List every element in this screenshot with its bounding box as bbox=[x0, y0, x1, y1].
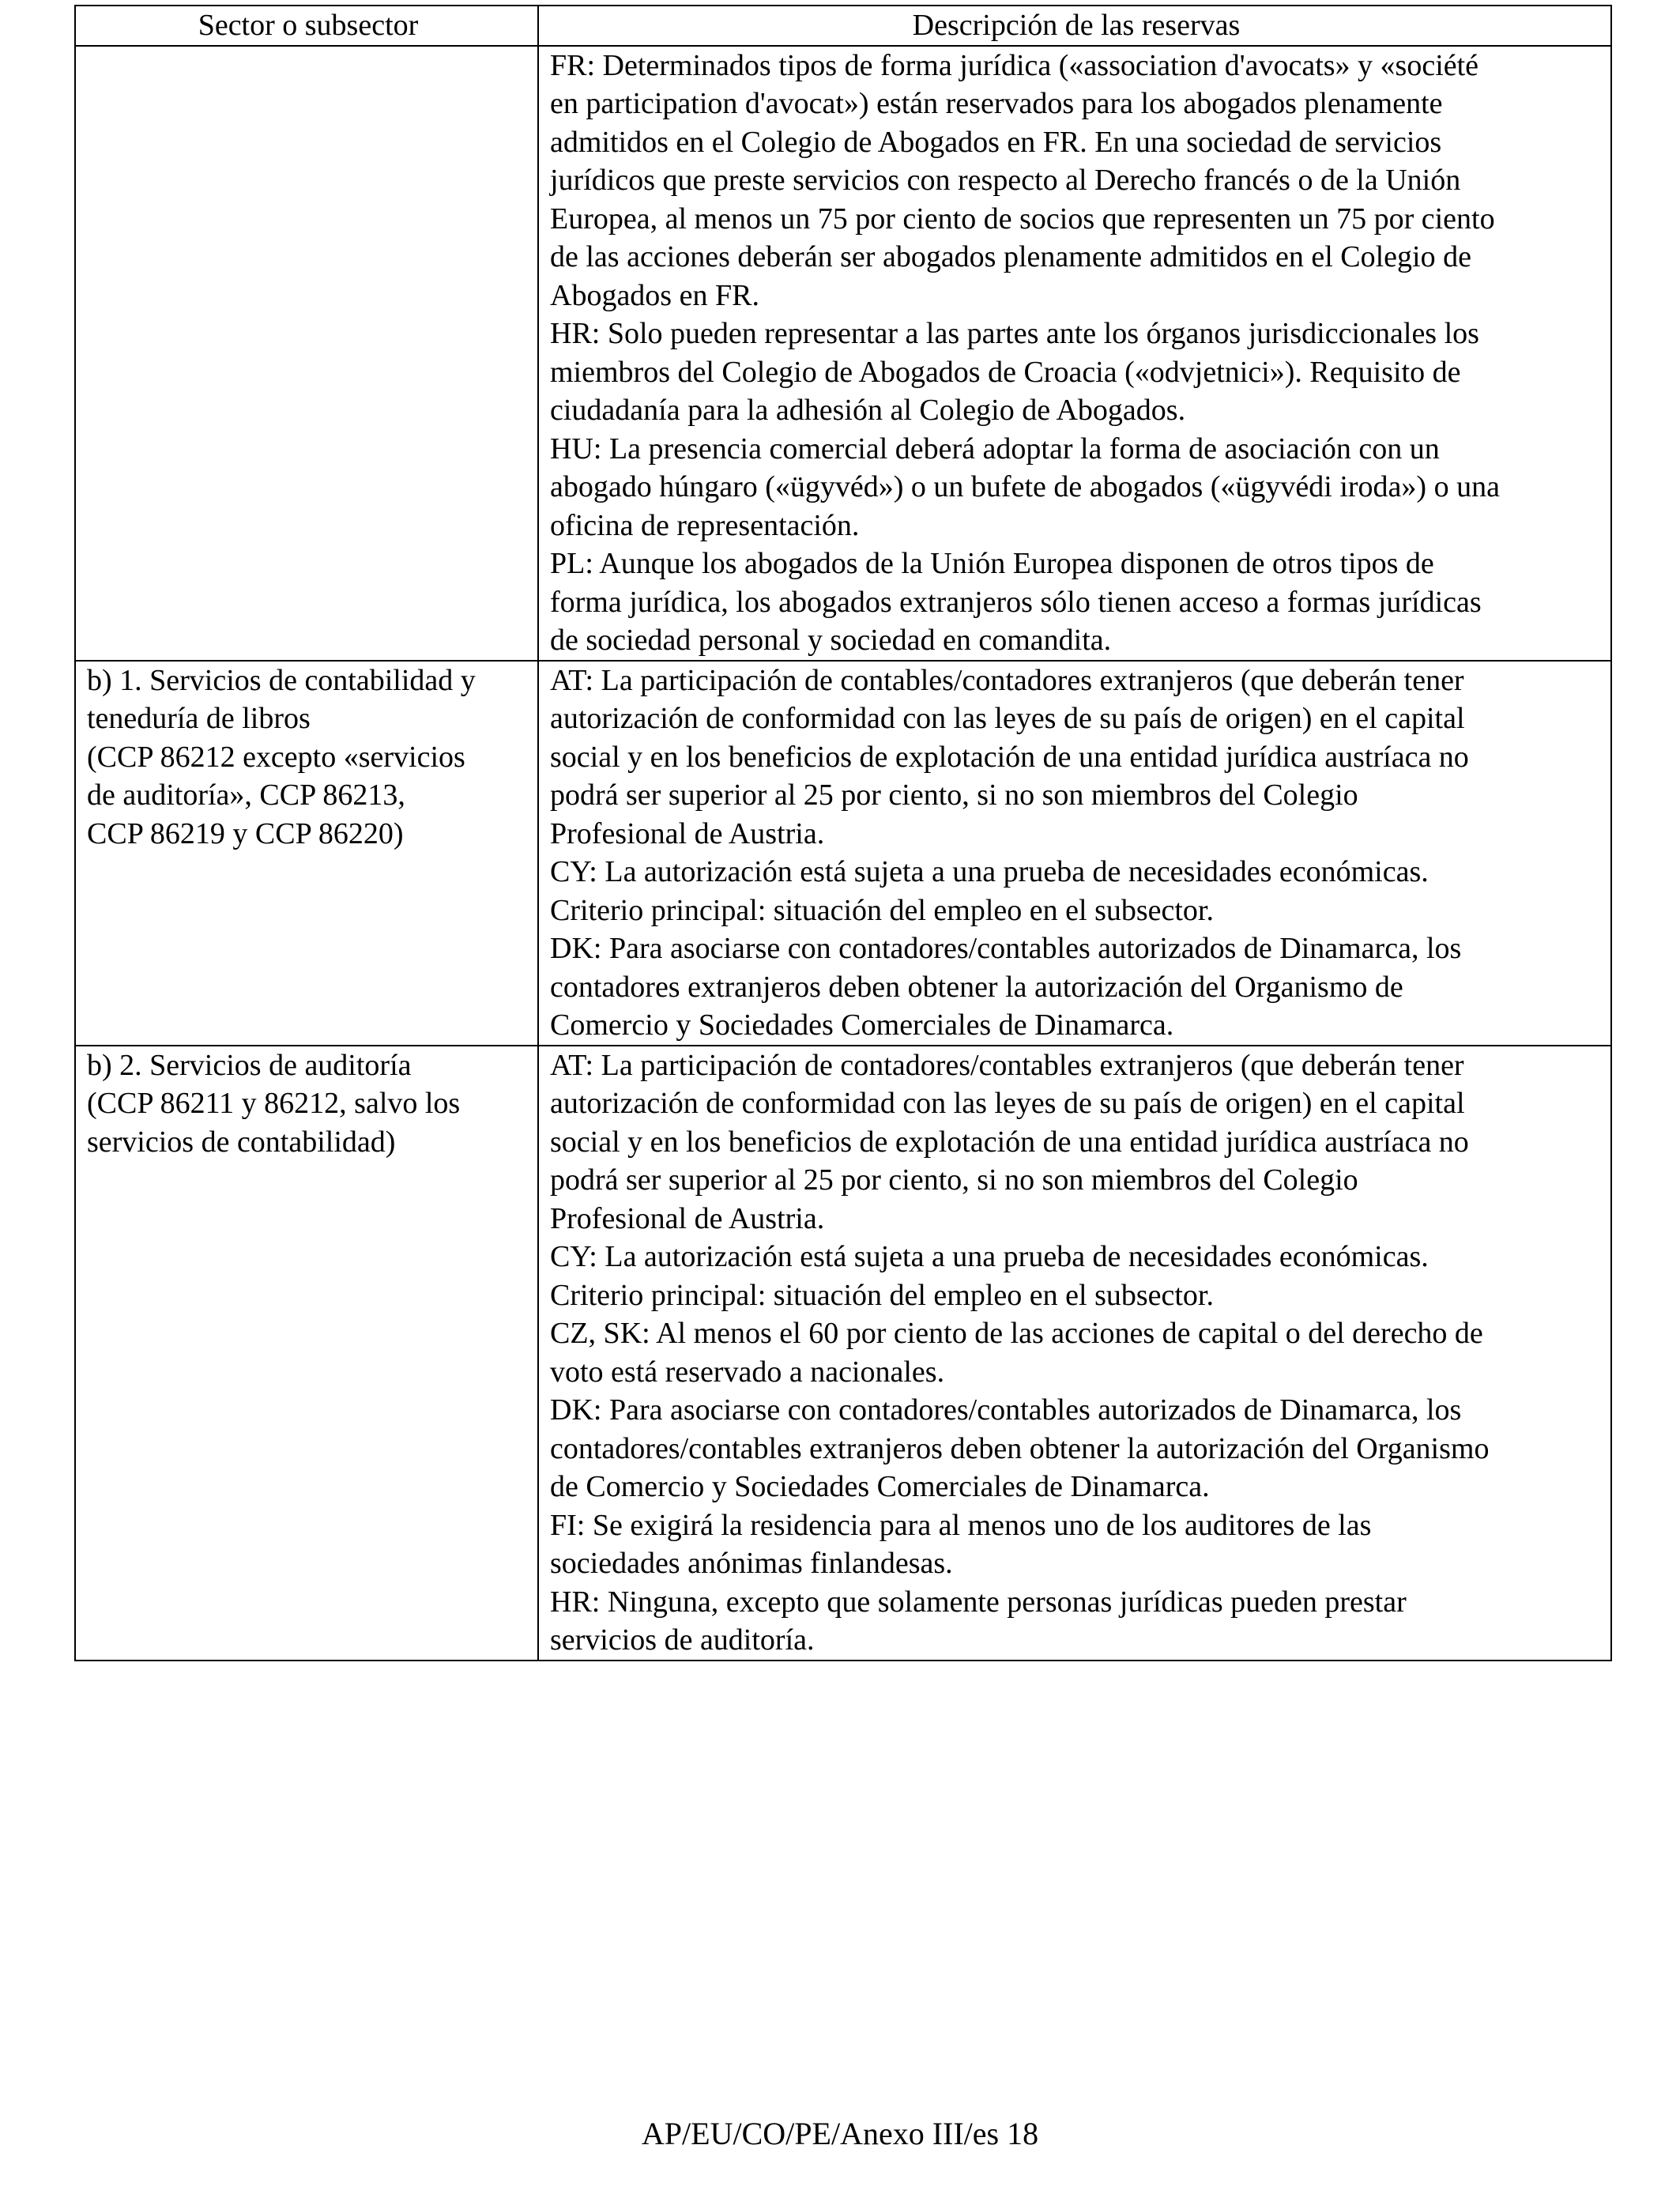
sector-line: de auditoría», CCP 86213, bbox=[87, 778, 405, 812]
description-line: AT: La participación de contables/contadores extranjeros (que deberán tener bbox=[550, 663, 1464, 697]
page-footer: AP/EU/CO/PE/Anexo III/es 18 bbox=[641, 2116, 1039, 2151]
description-line: abogado húngaro («ügyvéd») o un bufete de abogados («ügyvédi iroda») o una bbox=[550, 470, 1500, 503]
description-line: de Comercio y Sociedades Comerciales de Dinamarca. bbox=[550, 1470, 1210, 1503]
description-line: de las acciones deberán ser abogados plenamente admitidos en el Colegio de bbox=[550, 240, 1471, 273]
sector-line: (CCP 86212 excepto «servicios bbox=[87, 740, 465, 774]
description-line: miembros del Colegio de Abogados de Croacia («odvjetnici»). Requisito de bbox=[550, 355, 1461, 389]
description-line: Criterio principal: situación del empleo en el subsector. bbox=[550, 893, 1214, 927]
description-line: CY: La autorización está sujeta a una prueba de necesidades económicas. bbox=[550, 1240, 1429, 1273]
sector-line: (CCP 86211 y 86212, salvo los bbox=[87, 1087, 461, 1120]
description-line: Criterio principal: situación del empleo en el subsector. bbox=[550, 1278, 1214, 1312]
description-line: contadores/contables extranjeros deben obtener la autorización del Organismo bbox=[550, 1431, 1490, 1465]
sector-line: b) 1. Servicios de contabilidad y bbox=[87, 663, 476, 697]
table-row bbox=[75, 1046, 1611, 1661]
description-line: FI: Se exigirá la residencia para al menos uno de los auditores de las bbox=[550, 1508, 1372, 1542]
description-line: en participation d'avocat») están reservados para los abogados plenamente bbox=[550, 87, 1443, 120]
reservations-table bbox=[74, 5, 1612, 1661]
description-line: servicios de auditoría. bbox=[550, 1623, 815, 1657]
description-cell bbox=[538, 46, 1611, 661]
sector-cell bbox=[75, 46, 538, 661]
description-line: HR: Solo pueden representar a las partes ante los órganos jurisdiccionales los bbox=[550, 317, 1479, 350]
description-line: Abogados en FR. bbox=[550, 278, 759, 312]
table-row bbox=[75, 46, 1611, 661]
description-line: social y en los beneficios de explotación de una entidad jurídica austríaca no bbox=[550, 740, 1469, 774]
description-line: FR: Determinados tipos de forma jurídica («association d'avocats» y «société bbox=[550, 48, 1479, 82]
description-line: admitidos en el Colegio de Abogados en FR. En una sociedad de servicios bbox=[550, 125, 1442, 159]
description-line: Europea, al menos un 75 por ciento de socios que representen un 75 por ciento bbox=[550, 202, 1495, 236]
description-line: sociedades anónimas finlandesas. bbox=[550, 1547, 953, 1580]
description-line: DK: Para asociarse con contadores/contables autorizados de Dinamarca, los bbox=[550, 932, 1462, 965]
description-line: autorización de conformidad con las leyes de su país de origen) en el capital bbox=[550, 702, 1465, 735]
description-line: voto está reservado a nacionales. bbox=[550, 1355, 945, 1389]
sector-line: b) 2. Servicios de auditoría bbox=[87, 1048, 412, 1082]
description-line: contadores extranjeros deben obtener la autorización del Organismo de bbox=[550, 970, 1403, 1004]
header-sector: Sector o subsector bbox=[75, 6, 538, 46]
description-line: HR: Ninguna, excepto que solamente personas jurídicas pueden prestar bbox=[550, 1585, 1407, 1619]
description-line: Profesional de Austria. bbox=[550, 1201, 825, 1235]
sector-cell bbox=[75, 1046, 538, 1661]
sector-line: servicios de contabilidad) bbox=[87, 1125, 396, 1159]
description-line: podrá ser superior al 25 por ciento, si no son miembros del Colegio bbox=[550, 1163, 1358, 1197]
description-cell bbox=[538, 661, 1611, 1046]
description-cell bbox=[538, 1046, 1611, 1661]
sector-line: CCP 86219 y CCP 86220) bbox=[87, 816, 404, 850]
description-line: HU: La presencia comercial deberá adoptar la forma de asociación con un bbox=[550, 432, 1440, 466]
description-line: de sociedad personal y sociedad en comandita. bbox=[550, 624, 1112, 657]
description-line: Profesional de Austria. bbox=[550, 816, 825, 850]
table-row bbox=[75, 661, 1611, 1046]
description-line: podrá ser superior al 25 por ciento, si no son miembros del Colegio bbox=[550, 778, 1358, 812]
description-line: forma jurídica, los abogados extranjeros sólo tienen acceso a formas jurídicas bbox=[550, 585, 1482, 619]
header-description: Descripción de las reservas bbox=[538, 6, 1611, 46]
description-line: PL: Aunque los abogados de la Unión Europea disponen de otros tipos de bbox=[550, 547, 1434, 580]
description-line: jurídicos que preste servicios con respecto al Derecho francés o de la Unión bbox=[550, 164, 1461, 197]
table-header-row bbox=[75, 6, 1611, 46]
description-line: AT: La participación de contadores/contables extranjeros (que deberán tener bbox=[550, 1048, 1464, 1082]
sector-line: teneduría de libros bbox=[87, 702, 311, 735]
description-line: Comercio y Sociedades Comerciales de Dinamarca. bbox=[550, 1008, 1174, 1042]
description-line: ciudadanía para la adhesión al Colegio de Abogados. bbox=[550, 394, 1186, 427]
description-line: autorización de conformidad con las leyes de su país de origen) en el capital bbox=[550, 1087, 1465, 1120]
description-line: oficina de representación. bbox=[550, 508, 860, 542]
description-line: CY: La autorización está sujeta a una prueba de necesidades económicas. bbox=[550, 855, 1429, 888]
description-line: social y en los beneficios de explotación de una entidad jurídica austríaca no bbox=[550, 1125, 1469, 1159]
description-line: DK: Para asociarse con contadores/contables autorizados de Dinamarca, los bbox=[550, 1393, 1462, 1427]
description-line: CZ, SK: Al menos el 60 por ciento de las acciones de capital o del derecho de bbox=[550, 1317, 1483, 1350]
sector-cell bbox=[75, 661, 538, 1046]
